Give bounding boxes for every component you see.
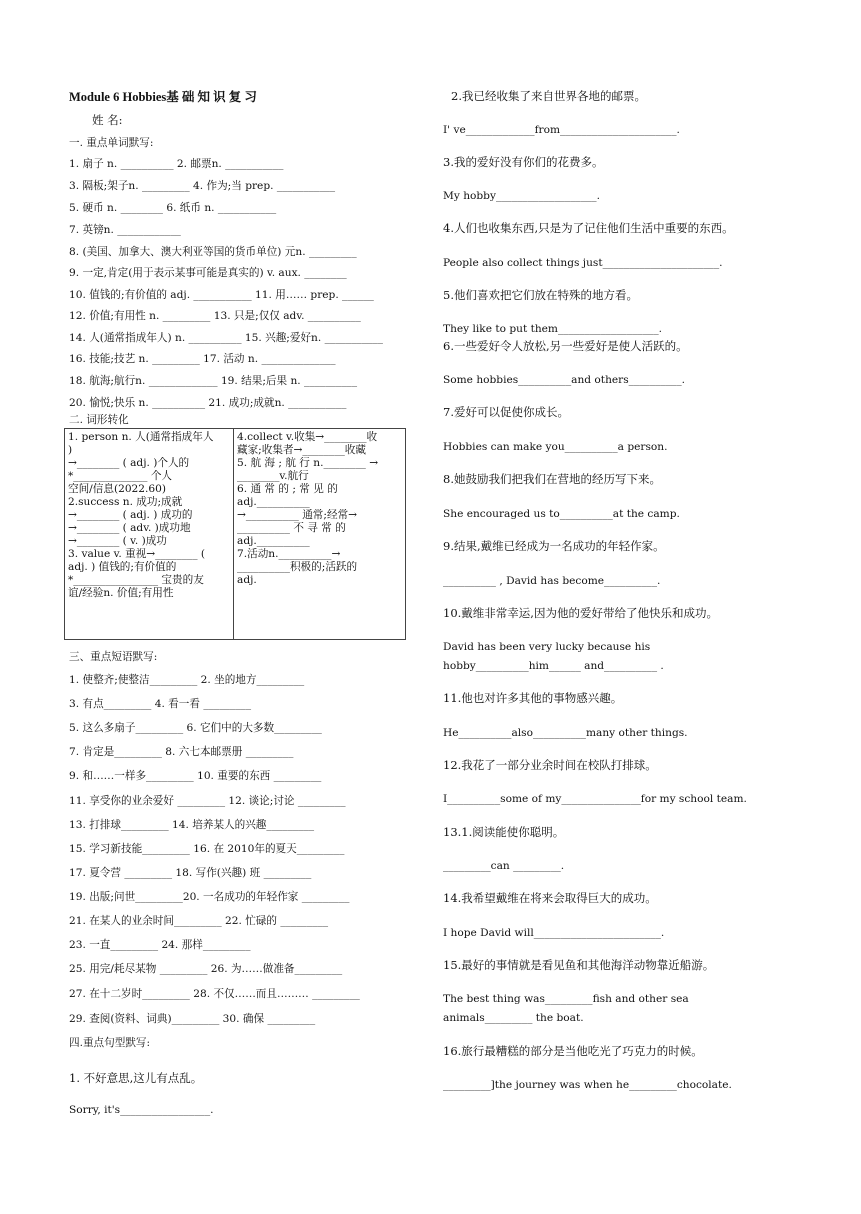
conversion-line: 空间/信息(2022.60) bbox=[68, 483, 167, 495]
section-conversion-heading: 二. 词形转化 bbox=[69, 414, 129, 426]
sentence-prompt: 3.我的爱好没有你们的花费多。 bbox=[443, 155, 604, 169]
sentence-answer: hobby__________him______ and__________ . bbox=[443, 660, 664, 672]
word-line: 3. 隔板;架子n. _________ 4. 作为;当 prep. ___________ bbox=[69, 180, 336, 192]
phrase-line: 1. 使整齐;使整洁_________ 2. 坐的地方_________ bbox=[69, 674, 305, 686]
phrase-line: 17. 夏令营 _________ 18. 写作(兴趣) 班 _________ bbox=[69, 867, 312, 879]
conversion-line: adj. bbox=[237, 574, 257, 586]
conversion-line: ) bbox=[68, 444, 73, 456]
sentence-answer: She encouraged us to__________at the camp. bbox=[443, 508, 680, 520]
phrase-line: 25. 用完/耗尽某物 _________ 26. 为……做准备_________ bbox=[69, 963, 343, 975]
phrase-line: 9. 和……一样多_________ 10. 重要的东西 _________ bbox=[69, 770, 322, 782]
sentence-answer: My hobby___________________. bbox=[443, 190, 600, 202]
word-line: 10. 值钱的;有价值的 adj. ___________ 11. 用…… prep. ______ bbox=[69, 289, 374, 301]
sentence-prompt: 1. 不好意思,这儿有点乱。 bbox=[69, 1071, 203, 1085]
section-phrases-heading: 三、重点短语默写: bbox=[69, 651, 158, 663]
conversion-line: ________v.航行 bbox=[237, 470, 309, 482]
phrase-line: 3. 有点_________ 4. 看一看 _________ bbox=[69, 698, 251, 710]
sentence-prompt: 14.我希望戴维在将来会取得巨大的成功。 bbox=[443, 891, 657, 905]
sentence-prompt: 13.1.阅读能使你聪明。 bbox=[443, 825, 565, 839]
sentence-answer: Some hobbies__________and others__________. bbox=[443, 374, 685, 386]
conversion-line: adj.__________ bbox=[237, 496, 310, 508]
conversion-line: adj.__________ bbox=[237, 535, 310, 547]
conversion-line: __________ 不 寻 常 的 bbox=[237, 522, 346, 534]
phrase-line: 11. 享受你的业余爱好 _________ 12. 谈论;讨论 _________ bbox=[69, 795, 346, 807]
word-line: 7. 英镑n. ____________ bbox=[69, 224, 181, 236]
section-words-heading: 一. 重点单词默写: bbox=[69, 137, 154, 149]
word-line: 9. 一定,肯定(用于表示某事可能是真实的) v. aux. ________ bbox=[69, 267, 347, 279]
conversion-line: 6. 通 常 的 ; 常 见 的 bbox=[237, 483, 338, 495]
conversion-line: →________ ( adj. ) 成功的 bbox=[68, 509, 193, 521]
conversion-line: 藏家;收集者→________收藏 bbox=[237, 444, 366, 456]
phrase-line: 19. 出版;问世_________20. 一名成功的年轻作家 _________ bbox=[69, 891, 350, 903]
word-line: 16. 技能;技艺 n. _________ 17. 活动 n. ______________ bbox=[69, 353, 336, 365]
conversion-line: →__________ 通常;经常→ bbox=[237, 509, 358, 521]
name-label: 姓 名: bbox=[92, 113, 123, 127]
conversion-line: 2.success n. 成功;成就 bbox=[68, 496, 183, 508]
conversion-line: 1. person n. 人(通常指成年人 bbox=[68, 431, 214, 443]
conversion-line: 谊/经验n. 价值;有用性 bbox=[68, 587, 174, 599]
phrase-line: 15. 学习新技能_________ 16. 在 2010年的夏天_________ bbox=[69, 843, 345, 855]
conversion-line: __________积极的;活跃的 bbox=[237, 561, 358, 573]
conversion-line: →________ ( adj. )个人的 bbox=[68, 457, 190, 469]
phrase-line: 29. 查阅(资料、词典)_________ 30. 确保 _________ bbox=[69, 1013, 316, 1025]
conversion-line: 7.活动n.__________→ bbox=[237, 548, 341, 560]
conversion-line: →________ ( adv. )成功地 bbox=[68, 522, 191, 534]
word-line: 12. 价值;有用性 n. _________ 13. 只是;仅仅 adv. __________ bbox=[69, 310, 361, 322]
sentence-prompt: 16.旅行最糟糕的部分是当他吃光了巧克力的时候。 bbox=[443, 1044, 703, 1058]
conversion-right-cell bbox=[234, 429, 406, 640]
sentence-answer: _________can _________. bbox=[443, 860, 565, 872]
sentence-answer: I hope David will________________________. bbox=[443, 927, 665, 939]
phrase-line: 21. 在某人的业余时间_________ 22. 忙碌的 _________ bbox=[69, 915, 329, 927]
sentence-prompt: 8.她鼓励我们把我们在营地的经历写下来。 bbox=[443, 472, 661, 486]
sentence-answer: I__________some of my_______________for my school team. bbox=[443, 793, 747, 805]
conversion-line: →________ ( v. )成功 bbox=[68, 535, 167, 547]
sentence-answer: He__________also__________many other things. bbox=[443, 727, 688, 739]
sentence-prompt: 7.爱好可以促使你成长。 bbox=[443, 405, 569, 419]
sentence-prompt: 10.戴维非常幸运,因为他的爱好带给了他快乐和成功。 bbox=[443, 606, 718, 620]
phrase-line: 27. 在十二岁时_________ 28. 不仅……而且……… _________ bbox=[69, 988, 360, 1000]
sentence-prompt: 4.人们也收集东西,只是为了记住他们生活中重要的东西。 bbox=[443, 221, 734, 235]
phrase-line: 23. 一直_________ 24. 那样_________ bbox=[69, 939, 251, 951]
word-line: 20. 愉悦;快乐 n. __________ 21. 成功;成就n. ___________ bbox=[69, 397, 347, 409]
phrase-line: 5. 这么多扇子_________ 6. 它们中的大多数_________ bbox=[69, 722, 322, 734]
sentence-answer: __________ , David has become__________. bbox=[443, 575, 661, 587]
sentence-answer: People also collect things just______________________. bbox=[443, 257, 723, 269]
sentence-answer: Hobbies can make you__________a person. bbox=[443, 441, 668, 453]
sentence-prompt: 2.我已经收集了来自世界各地的邮票。 bbox=[451, 89, 646, 103]
sentence-answer: David has been very lucky because his bbox=[443, 641, 651, 653]
word-line: 8. (美国、加拿大、澳大利亚等国的货币单位) 元n. _________ bbox=[69, 246, 357, 258]
sentence-prompt: 15.最好的事情就是看见鱼和其他海洋动物靠近船游。 bbox=[443, 958, 715, 972]
sentence-prompt: 11.他也对许多其他的事物感兴趣。 bbox=[443, 691, 623, 705]
sentence-answer: _________]the journey was when he_________chocolate. bbox=[443, 1079, 732, 1091]
sentence-prompt: 6.一些爱好令人放松,另一些爱好是使人活跃的。 bbox=[443, 339, 688, 353]
conversion-left-cell bbox=[65, 429, 234, 640]
conversion-line: 4.collect v.收集→________收 bbox=[237, 431, 378, 443]
sentence-prompt: 9.结果,戴维已经成为一名成功的年轻作家。 bbox=[443, 539, 665, 553]
word-line: 1. 扇子 n. __________ 2. 邮票n. ___________ bbox=[69, 158, 284, 170]
section-sentences-heading: 四.重点句型默写: bbox=[69, 1037, 151, 1049]
conversion-line: adj. ) 值钱的;有价值的 bbox=[68, 561, 177, 573]
conversion-line: 5. 航 海 ; 航 行 n.________ → bbox=[237, 457, 379, 469]
sentence-prompt: 12.我花了一部分业余时间在校队打排球。 bbox=[443, 758, 657, 772]
phrase-line: 13. 打排球_________ 14. 培养某人的兴趣_________ bbox=[69, 819, 315, 831]
conversion-line: *______________ 个人 bbox=[68, 470, 173, 482]
phrase-line: 7. 肯定是_________ 8. 六七本邮票册 _________ bbox=[69, 746, 294, 758]
sentence-answer: Sorry, it's_________________. bbox=[69, 1104, 214, 1116]
page-title: Module 6 Hobbies基 础 知 识 复 习 bbox=[69, 90, 257, 104]
sentence-answer: I' ve_____________from______________________. bbox=[443, 124, 680, 136]
word-line: 18. 航海;航行n. _____________ 19. 结果;后果 n. __________ bbox=[69, 375, 357, 387]
word-conversion-table bbox=[64, 428, 406, 640]
word-line: 14. 人(通常指成年人) n. __________ 15. 兴趣;爱好n. ___________ bbox=[69, 332, 383, 344]
sentence-answer: animals_________ the boat. bbox=[443, 1012, 584, 1024]
word-line: 5. 硬币 n. ________ 6. 纸币 n. ___________ bbox=[69, 202, 277, 214]
sentence-answer: They like to put them___________________. bbox=[443, 323, 662, 335]
conversion-line: 3. value v. 重视→________ ( bbox=[68, 548, 206, 560]
conversion-line: *________________ 宝贵的友 bbox=[68, 574, 204, 586]
sentence-answer: The best thing was_________fish and other sea bbox=[443, 993, 689, 1005]
sentence-prompt: 5.他们喜欢把它们放在特殊的地方看。 bbox=[443, 288, 638, 302]
